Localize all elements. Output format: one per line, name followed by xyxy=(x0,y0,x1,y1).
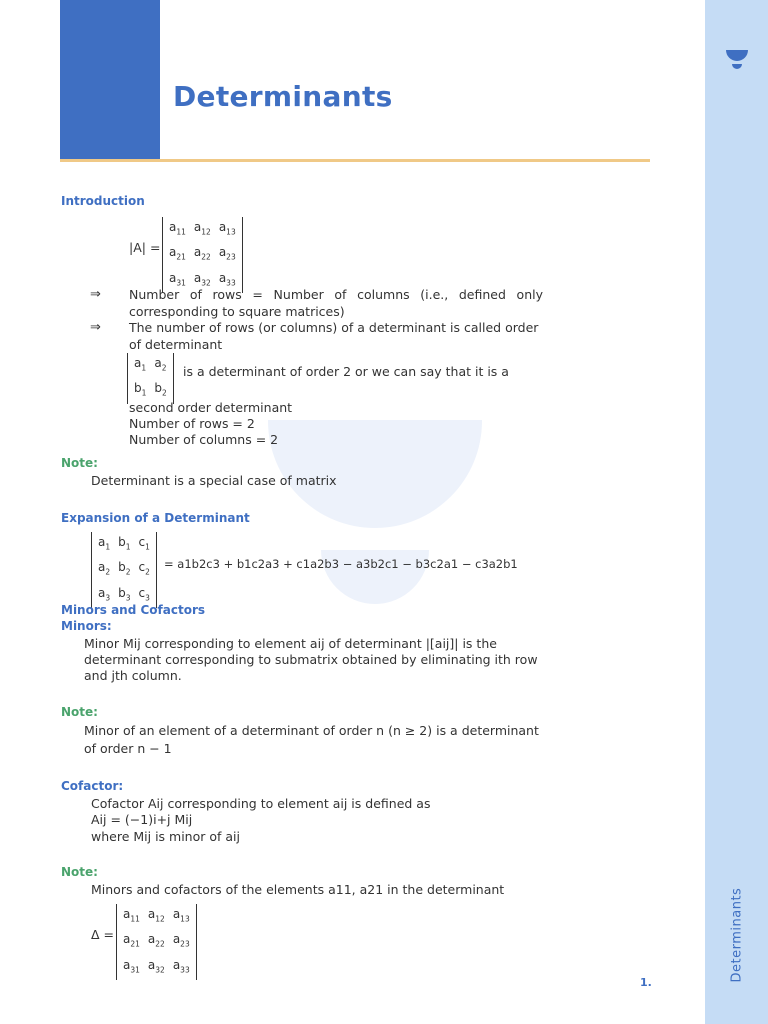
note-text: Minor of an element of a determinant of order n (n ≥ 2) is a determinant of order n − 1 xyxy=(84,723,539,756)
matrix-3x3 xyxy=(162,217,243,297)
cofactor-heading: Cofactor: xyxy=(61,779,124,793)
minors-line-1: Minor Mij corresponding to element aij of determinant |[aij]| is the xyxy=(84,636,497,651)
minors-line-2: determinant corresponding to submatrix obtained by eliminating ith row xyxy=(84,652,538,667)
cofactor-formula: Aij = (−1)i+j Mij xyxy=(91,812,193,827)
note-text: Determinant is a special case of matrix xyxy=(91,473,337,488)
matrix-2x2: $a_1$ $a_2$ $b_1$ $b_2$ xyxy=(127,353,174,408)
bullet-2: The number of rows (or columns) of a determinant is called order of determinant xyxy=(129,320,539,352)
cell: $a_{13}$ xyxy=(218,220,236,237)
header-rule xyxy=(60,159,650,162)
intro-heading: Introduction xyxy=(61,194,145,208)
cell: $a_{33}$ xyxy=(218,270,236,288)
delta-label: Δ = xyxy=(91,927,114,942)
cell: $a_{32}$ xyxy=(193,270,211,288)
matrix-3x3: $a_{11}$ $a_{12}$ $a_{13}$ $a_{21}$ $a_{22}$ $a_{23}$ $a_{31}$ $a_{32}$ $a_{33}$ xyxy=(116,904,197,984)
note-label: Note: xyxy=(61,705,98,719)
expansion-matrix: $a_1$ $b_1$ $c_1$ $a_2$ $b_2$ $c_2$ $a_3$ $b_3$ $c_3$ xyxy=(91,532,157,612)
cell: $a_{12}$ xyxy=(193,220,211,237)
implies-icon: ⇒ xyxy=(90,287,101,302)
minors-heading: Minors and Cofactors xyxy=(61,603,206,617)
unacademy-logo-icon xyxy=(723,45,751,73)
cell: $a_{11}$ xyxy=(169,220,186,237)
note-text: Minors and cofactors of the elements a11, a21 in the determinant xyxy=(91,882,505,897)
rows-text: Number of rows = 2 xyxy=(129,416,255,431)
cofactor-line-1: Cofactor Aij corresponding to element aij is defined as xyxy=(91,796,431,811)
side-bar xyxy=(705,0,768,1024)
implies-icon: ⇒ xyxy=(90,320,101,335)
side-label: Determinants xyxy=(729,887,745,983)
order-2-text: is a determinant of order 2 or we can say that it is a xyxy=(183,364,509,379)
note-label: Note: xyxy=(61,865,98,879)
note-label: Note: xyxy=(61,456,98,470)
bullet-1: Number of rows = Number of columns (i.e., defined only corresponding to square matrices) xyxy=(129,287,543,319)
cell: $a_{21}$ xyxy=(169,245,186,262)
expansion-heading: Expansion of a Determinant xyxy=(61,511,250,525)
expansion-formula: = a1b2c3 + b1c2a3 + c1a2b3 − a3b2c1 − b3c2a1 − c3a2b1 xyxy=(164,557,518,571)
cols-text: Number of columns = 2 xyxy=(129,432,279,447)
det-label: |A| = xyxy=(129,240,161,255)
minors-subheading: Minors: xyxy=(61,619,112,633)
cell: $a_{31}$ xyxy=(169,270,186,288)
minors-line-3: and jth column. xyxy=(84,668,182,683)
page-number: 1. xyxy=(640,976,652,989)
cell: $a_{23}$ xyxy=(218,245,236,262)
cofactor-line-3: where Mij is minor of aij xyxy=(91,829,240,844)
page-title: Determinants xyxy=(173,80,393,113)
cell: $a_{22}$ xyxy=(193,245,211,262)
order-2-continued: second order determinant xyxy=(129,400,293,415)
header-color-block xyxy=(60,0,160,160)
